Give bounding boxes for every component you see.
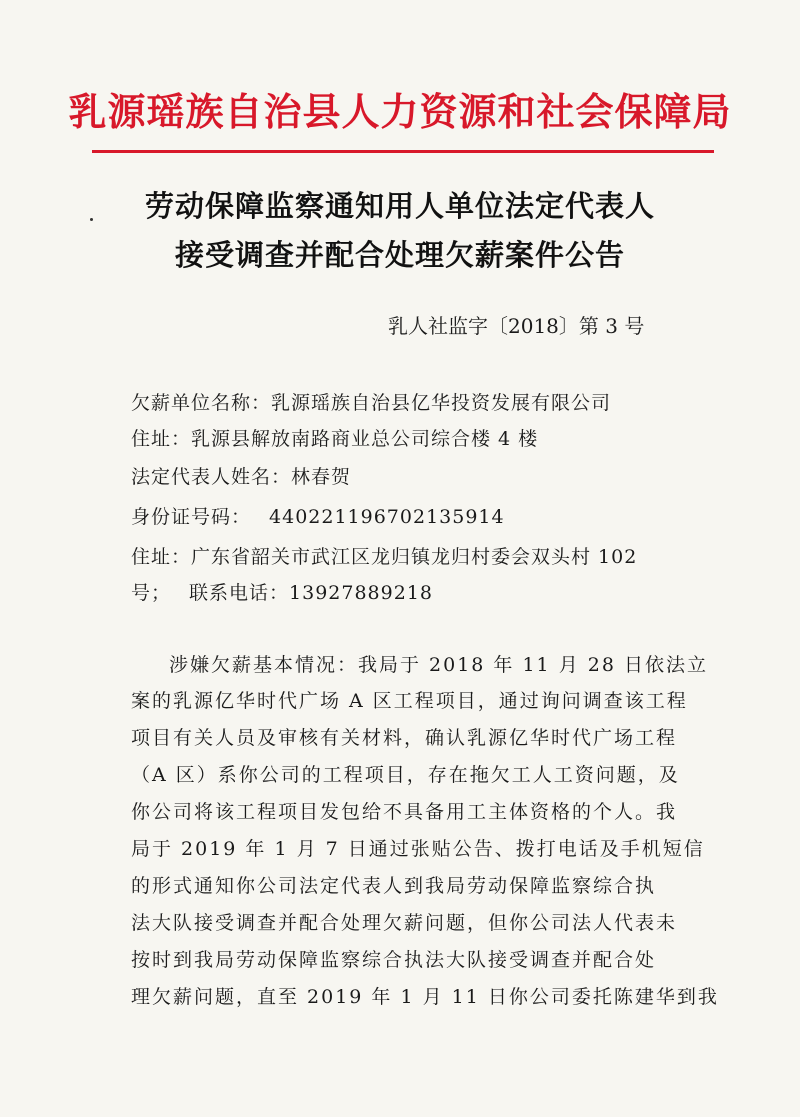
phone-value: 13927889218	[289, 582, 434, 604]
representative-row	[131, 464, 351, 490]
document-number: 乳人社监字〔2018〕第 3 号	[388, 314, 645, 338]
representative-address-row	[131, 544, 637, 570]
company-label: 欠薪单位名称：	[131, 392, 272, 414]
document-title-line-2: 接受调查并配合处理欠薪案件公告	[174, 238, 625, 272]
company-address-row	[131, 426, 538, 452]
representative-address-label: 住址：	[131, 546, 192, 568]
representative-address-value: 广东省韶关市武江区龙归镇龙归村委会双头村 102	[191, 546, 638, 568]
company-value: 乳源瑶族自治县亿华投资发展有限公司	[271, 392, 612, 414]
paragraph-line: 的形式通知你公司法定代表人到我局劳动保障监察综合执	[131, 875, 657, 897]
paragraph-line: 法大队接受调查并配合处理欠薪问题，但你公司法人代表未	[131, 912, 678, 934]
paragraph-line: （A 区）系你公司的工程项目，存在拖欠工人工资问题，及	[131, 764, 680, 786]
company-address-value: 乳源县解放南路商业总公司综合楼 4 楼	[191, 428, 539, 450]
id-number-row	[131, 504, 505, 530]
id-number-label: 身份证号码：	[131, 506, 252, 528]
paragraph-line: 涉嫌欠薪基本情况：我局于 2018 年 11 月 28 日依法立	[169, 654, 708, 676]
paragraph-line: 按时到我局劳动保障监察综合执法大队接受调查并配合处	[131, 949, 657, 971]
phone-row	[131, 580, 433, 606]
organization-header: 乳源瑶族自治县人力资源和社会保障局	[68, 90, 732, 134]
representative-value: 林春贺	[291, 466, 352, 488]
paragraph-line: 局于 2019 年 1 月 7 日通过张贴公告、拨打电话及手机短信	[131, 838, 705, 860]
red-divider	[92, 150, 714, 153]
id-number-value: 440221196702135914	[269, 506, 505, 528]
phone-label: 联系电话：	[189, 582, 290, 604]
paragraph-line: 你公司将该工程项目发包给不具备用工主体资格的个人。我	[131, 801, 678, 823]
paragraph-line: 项目有关人员及审核有关材料，确认乳源亿华时代广场工程	[131, 727, 678, 749]
document-title-line-1: 劳动保障监察通知用人单位法定代表人	[144, 189, 655, 223]
paragraph-line: 理欠薪问题，直至 2019 年 1 月 11 日你公司委托陈建华到我	[131, 986, 719, 1008]
company-address-label: 住址：	[131, 428, 192, 450]
paragraph-line: 案的乳源亿华时代广场 A 区工程项目，通过询问调查该工程	[131, 690, 688, 712]
company-row	[131, 390, 611, 416]
representative-label: 法定代表人姓名：	[131, 466, 292, 488]
representative-address-continued: 号；	[131, 582, 172, 604]
